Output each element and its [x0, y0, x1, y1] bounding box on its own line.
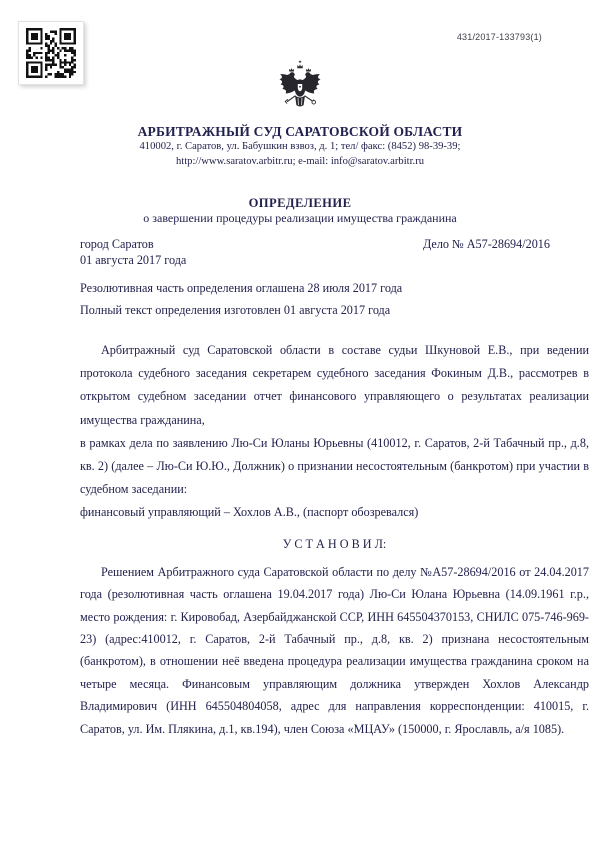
court-name: АРБИТРАЖНЫЙ СУД САРАТОВСКОЙ ОБЛАСТИ [137, 124, 463, 139]
document-number: 431/2017-133793(1) [456, 32, 542, 42]
document-subtitle: о завершении процедуры реализации имущества гражданина [143, 211, 457, 225]
paragraph-case-info: в рамках дела по заявлению Лю-Си Юланы Юрьевны (410012, г. Саратов, 2-й Табачный пр., д.8, кв. 2) (далее – Лю-Си Ю.Ю., Должник) о признании несостоятельным (банкротом) при участии в судебном заседании: [80, 435, 589, 497]
court-contacts: http://www.saratov.arbitr.ru; e-mail: info@saratov.arbitr.ru [175, 155, 425, 167]
ustanovil-heading: У С Т А Н О В И Л: [282, 536, 387, 551]
document-title-block [40, 196, 560, 225]
case-number: Дело № А57-28694/2016 [422, 237, 550, 251]
court-header [40, 124, 560, 168]
paragraph-attendees: финансовый управляющий – Хохлов А.В., (паспорт обозревался) [80, 505, 419, 520]
meta-block [80, 236, 550, 268]
qr-code-pattern [26, 28, 76, 78]
qr-code [18, 21, 84, 85]
document-date: 01 августа 2017 года [80, 253, 187, 267]
paragraph-decision: Решением Арбитражного суда Саратовской области по делу №А57-28694/2016 от 24.04.2017 года (резолютивная часть оглашена 19.04.2017 года) Лю-Си Юлана Юрьевна (14.09.1961 г.р., место рождения: г. Кировобад, Азербайджанской ССР, ИНН 645504370153, СНИЛС 075-746-969-23) (адрес:410012, г. Саратов, 2-й Табачный пр., д.8, кв. 2) признана несостоятельным (банкротом), в отношении неё введена процедура реализации имущества гражданина сроком на четыре месяца. Финансовым управляющим должника утвержден Хохлов Александр Владимирович (ИНН 645504804058, адрес для направления корреспонденции: 410015, г. Саратов, ул. Им. Плякина, д.1, кв.194), член Союза «МЦАУ» (150000, г. Ярославль, а/я 1085). [80, 564, 589, 736]
document-title: ОПРЕДЕЛЕНИЕ [248, 196, 352, 210]
resolution-announced-line: Резолютивная часть определения оглашена 28 июля 2017 года [80, 281, 403, 295]
city: город Саратов [80, 237, 154, 251]
paragraph-court-composition: Арбитражный суд Саратовской области в составе судьи Шкуновой Е.В., при ведении протокола судебного заседания секретарем судебного заседания Фокиным Д.В., рассмотрев в открытом судебном заседании отчет финансового управляющего о результатах реализации имущества гражданина, [80, 343, 589, 427]
document-body [80, 339, 589, 740]
russian-coat-of-arms-icon [273, 59, 327, 117]
court-address: 410002, г. Саратов, ул. Бабушкин взвоз, д. 1; тел/ факс: (8452) 98-39-39; [139, 141, 461, 152]
fulltext-made-line: Полный текст определения изготовлен 01 августа 2017 года [80, 303, 391, 317]
